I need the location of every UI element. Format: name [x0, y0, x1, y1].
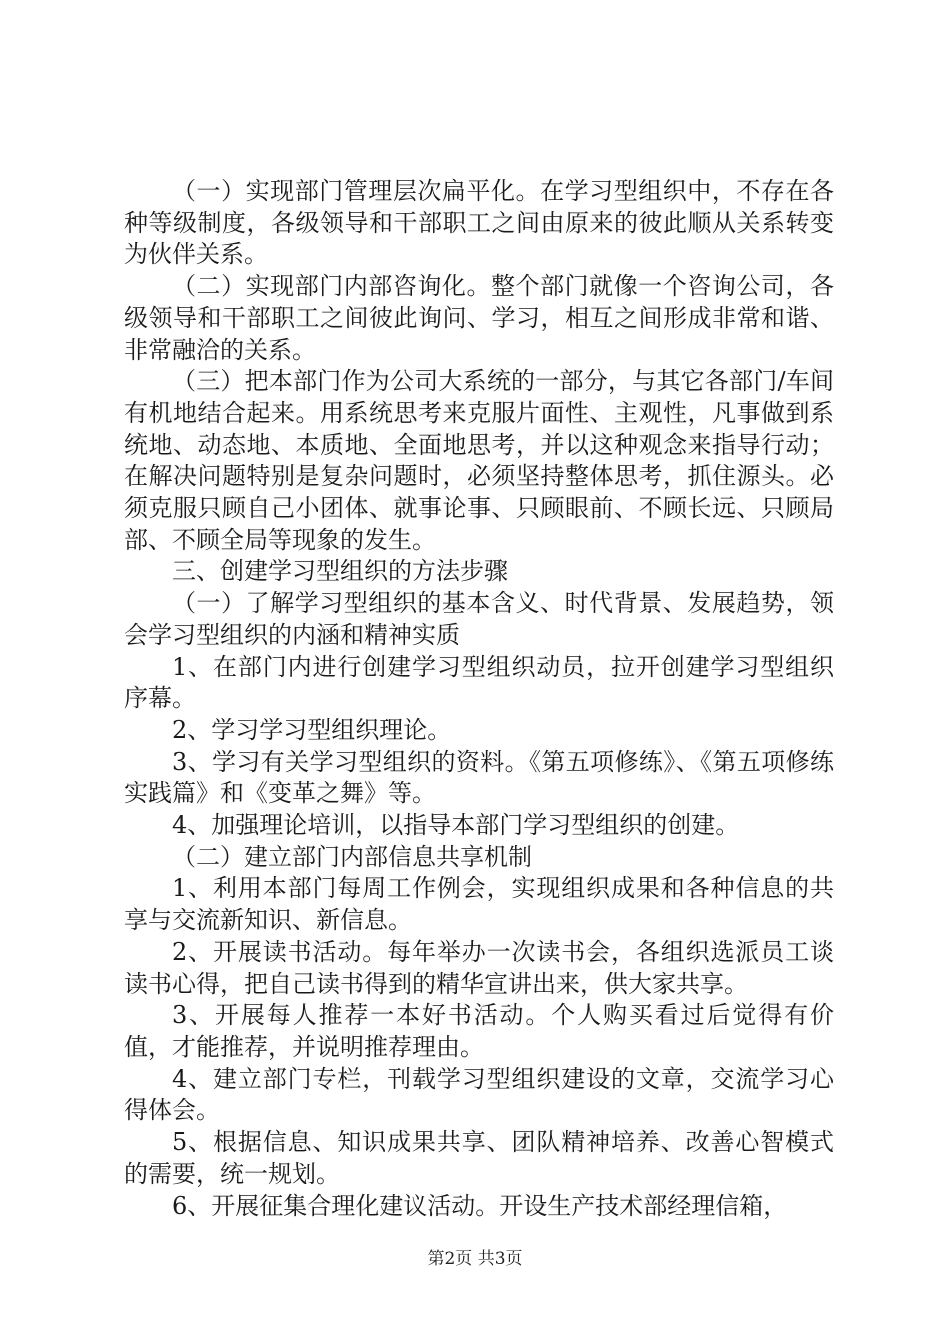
section-heading: 三、创建学习型组织的方法步骤 — [172, 557, 508, 586]
paragraph: 5、根据信息、知识成果共享、团队精神培养、改善心智模式的需要，统一规划。 — [124, 1128, 834, 1188]
paragraph: 4、加强理论培训，以指导本部门学习型组织的创建。 — [172, 811, 740, 840]
paragraph: 3、开展每人推荐一本好书活动。个人购买看过后觉得有价值，才能推荐，并说明推荐理由。 — [124, 1001, 834, 1061]
paragraph: 1、在部门内进行创建学习型组织动员，拉开创建学习型组织序幕。 — [124, 652, 834, 713]
paragraph: 2、学习学习型组织理论。 — [172, 715, 452, 744]
paragraph: （二）实现部门内部咨询化。整个部门就像一个咨询公司，各级领导和干部职工之间彼此询问、学习，相互之间形成非常和谐、非常融洽的关系。 — [124, 272, 834, 364]
paragraph: （一）了解学习型组织的基本含义、时代背景、发展趋势，领会学习型组织的内涵和精神实质 — [124, 589, 834, 649]
paragraph: 3、学习有关学习型组织的资料。《第五项修练》、《第五项修练实践篇》和《变革之舞》等。 — [124, 747, 834, 808]
paragraph: 2、开展读书活动。每年举办一次读书会，各组织选派员工谈读书心得，把自己读书得到的精华宣讲出来，供大家共享。 — [124, 937, 834, 998]
paragraph: 6、开展征集合理化建议活动。开设生产技术部经理信箱， — [172, 1191, 788, 1220]
document-body — [124, 176, 834, 1222]
paragraph: （一）实现部门管理层次扁平化。在学习型组织中，不存在各种等级制度，各级领导和干部职工之间由原来的彼此顺从关系转变为伙伴关系。 — [124, 177, 834, 269]
paragraph: 1、利用本部门每周工作例会，实现组织成果和各种信息的共享与交流新知识、新信息。 — [124, 874, 834, 935]
paragraph: （三）把本部门作为公司大系统的一部分，与其它各部门/车间有机地结合起来。用系统思考来克服片面性、主观性，凡事做到系统地、动态地、本质地、全面地思考，并以这种观念来指导行动；在解决问题特别是复杂问题时，必须坚持整体思考，抓住源头。必须克服只顾自己小团体、就事论事、只顾眼前、不顾长远、只顾局部、不顾全局等现象的发生。 — [124, 367, 834, 554]
subsection-heading: （二）建立部门内部信息共享机制 — [172, 842, 532, 871]
paragraph: 4、建立部门专栏，刊载学习型组织建设的文章，交流学习心得体会。 — [124, 1064, 834, 1125]
page-number-footer: 第2页 共3页 — [427, 1249, 523, 1269]
